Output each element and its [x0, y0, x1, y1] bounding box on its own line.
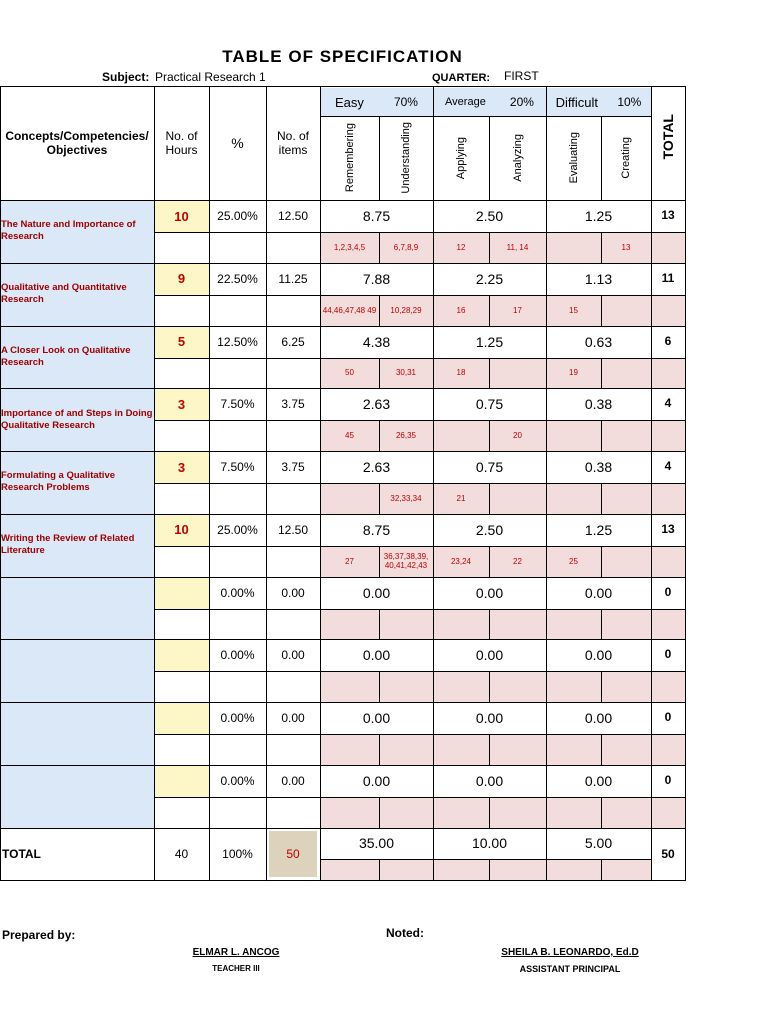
row-question-numbers: 13: [601, 232, 651, 263]
grid-line: [489, 859, 490, 880]
row-average: 1.25: [475, 333, 504, 350]
row-hours: [154, 639, 209, 671]
row-question-numbers: 50: [320, 358, 379, 389]
grid-line: [433, 797, 434, 828]
grid-line: [0, 451, 685, 452]
row-question-numbers: [546, 232, 601, 263]
grid-line: [433, 546, 434, 577]
total-question-blank: [320, 860, 379, 880]
row-items: 12.50: [277, 522, 309, 537]
grid-line: [379, 232, 380, 263]
grid-line: [0, 200, 685, 201]
grid-line: [601, 671, 602, 702]
row-question-numbers: [320, 734, 379, 765]
grid-line: [601, 420, 602, 451]
grid-line: [433, 483, 434, 514]
row-question-numbers: [489, 671, 546, 702]
row-question-numbers: [546, 609, 601, 640]
grid-line: [601, 295, 602, 326]
grid-line: [154, 483, 685, 484]
total-items: 50: [269, 831, 317, 877]
easy-label: Easy: [335, 94, 364, 110]
row-easy: 2.63: [362, 396, 391, 413]
row-question-numbers: [489, 734, 546, 765]
total-label: TOTAL: [2, 846, 41, 861]
grid-line: [0, 765, 685, 766]
row-total: 4: [664, 459, 672, 473]
grid-line: [0, 514, 685, 515]
grid-line: [601, 859, 602, 880]
grid-line: [154, 232, 685, 233]
row-total: 6: [664, 333, 672, 348]
row-question-numbers: [320, 609, 379, 640]
row-question-numbers: 19: [546, 358, 601, 389]
quarter-label: QUARTER:: [432, 72, 491, 84]
grid-line: [433, 609, 434, 640]
row-average: 0.00: [475, 647, 504, 664]
grid-line: [0, 828, 685, 829]
grid-line: [154, 797, 685, 798]
row-items: 11.25: [278, 271, 308, 286]
grid-line: [546, 420, 547, 451]
row-total-blank: [651, 734, 685, 765]
row-total-blank: [651, 295, 685, 326]
row-question-numbers: 27: [320, 546, 379, 577]
row-question-numbers: [433, 420, 489, 451]
grid-line: [154, 420, 685, 421]
row-items: 12.50: [277, 209, 309, 223]
grid-line: [379, 859, 380, 880]
grid-line: [379, 116, 380, 200]
row-question-numbers: [433, 797, 489, 828]
header-total: TOTAL: [660, 114, 676, 160]
row-hours: 9: [154, 263, 209, 295]
average-percent: 20%: [509, 95, 534, 109]
grid-line: [601, 797, 602, 828]
grid-line: [433, 734, 434, 765]
grid-line: [0, 702, 685, 703]
grid-line: [433, 859, 434, 880]
row-total: 0: [664, 584, 672, 599]
grid-line: [379, 295, 380, 326]
grid-line: [154, 295, 685, 296]
row-total: 0: [664, 772, 672, 787]
row-average: 2.25: [475, 270, 504, 287]
grid-line: [546, 671, 547, 702]
row-question-numbers: [433, 734, 489, 765]
header-level-creating: Creating: [620, 137, 632, 179]
row-question-numbers: [601, 671, 651, 702]
row-question-numbers: 36,37,38,39, 40,41,42,43: [379, 546, 433, 577]
preparer-name: ELMAR L. ANCOG: [192, 947, 280, 958]
row-easy: 4.38: [362, 333, 391, 350]
grid-line: [489, 609, 490, 640]
row-difficult: 0.00: [584, 584, 613, 601]
row-question-numbers: [601, 358, 651, 389]
row-topic: [0, 639, 154, 702]
noted-label: Noted:: [386, 926, 424, 940]
row-question-numbers: 32,33,34: [379, 483, 433, 514]
row-topic: Importance of and Steps in Doing Qualitative Research: [0, 388, 154, 451]
row-question-numbers: [546, 420, 601, 451]
row-items: 6.25: [281, 334, 305, 349]
row-question-numbers: [546, 483, 601, 514]
row-easy: 2.63: [362, 459, 391, 475]
row-total-blank: [651, 420, 685, 451]
row-items: 0.00: [281, 648, 305, 663]
grid-line: [154, 609, 685, 610]
total-average: 10.00: [471, 834, 508, 851]
grid-line: [379, 483, 380, 514]
row-hours: [154, 577, 209, 609]
total-percent: 100%: [222, 846, 253, 861]
row-question-numbers: [320, 671, 379, 702]
prepared-by-label: Prepared by:: [2, 928, 76, 942]
row-hours: 5: [154, 326, 209, 358]
grid-line: [0, 388, 685, 389]
grid-line: [546, 232, 547, 263]
row-difficult: 0.00: [584, 710, 613, 726]
row-hours: 3: [154, 451, 209, 483]
header-level-analyzing: Analyzing: [511, 134, 524, 182]
row-question-numbers: [601, 797, 651, 828]
header-level-understanding: Understanding: [400, 122, 412, 194]
row-topic: Qualitative and Quantitative Research: [0, 263, 154, 326]
header-hours: No. of Hours: [165, 129, 198, 157]
noter-title: ASSISTANT PRINCIPAL: [519, 964, 621, 974]
grid-line: [601, 483, 602, 514]
row-question-numbers: 44,46,47,48 49: [320, 295, 379, 326]
header-easy: [320, 88, 433, 116]
grid-line: [546, 358, 547, 389]
grid-line: [489, 116, 490, 200]
header-items: No. of items: [276, 129, 309, 157]
grid-line: [489, 295, 490, 326]
row-question-numbers: 12: [433, 232, 489, 263]
row-total-blank: [651, 609, 685, 640]
row-question-numbers: [379, 797, 433, 828]
row-hours: 10: [154, 514, 209, 546]
row-average: 0.00: [475, 772, 504, 789]
row-question-numbers: [546, 734, 601, 765]
row-question-numbers: [546, 671, 601, 702]
row-items: 0.00: [281, 711, 305, 725]
grid-line: [0, 577, 685, 578]
row-topic: [0, 577, 154, 640]
grid-line: [546, 295, 547, 326]
row-question-numbers: [489, 483, 546, 514]
total-question-blank: [433, 860, 489, 880]
row-average: 0.75: [475, 459, 504, 475]
row-question-numbers: [601, 734, 651, 765]
row-question-numbers: [320, 797, 379, 828]
row-question-numbers: [489, 358, 546, 389]
header-level-evaluating: Evaluating: [567, 132, 580, 184]
easy-percent: 70%: [393, 95, 418, 109]
grid-line: [489, 420, 490, 451]
row-question-numbers: 22: [489, 546, 546, 577]
row-difficult: 1.25: [584, 208, 613, 224]
row-question-numbers: 26,35: [379, 420, 433, 451]
row-percent: 12.50%: [217, 334, 258, 349]
row-total: 13: [661, 521, 675, 536]
grid-line: [154, 671, 685, 672]
row-items: 3.75: [281, 460, 305, 474]
row-items: 3.75: [281, 397, 305, 412]
row-question-numbers: 23,24: [433, 546, 489, 577]
grand-total: 50: [661, 846, 675, 861]
row-question-numbers: 1,2,3,4,5: [320, 232, 379, 263]
row-percent: 7.50%: [220, 460, 255, 474]
grid-line: [433, 420, 434, 451]
grid-line: [546, 859, 547, 880]
row-question-numbers: 21: [433, 483, 489, 514]
grid-line: [379, 420, 380, 451]
grid-line: [433, 295, 434, 326]
row-total-blank: [651, 546, 685, 577]
grid-line: [489, 358, 490, 389]
row-percent: 0.00%: [220, 648, 255, 663]
header-level-remembering: Remembering: [343, 123, 356, 193]
row-hours: [154, 765, 209, 797]
grid-line: [154, 358, 685, 359]
row-question-numbers: 15: [546, 295, 601, 326]
grid-line: [489, 797, 490, 828]
grid-line: [601, 116, 602, 200]
row-difficult: 0.63: [584, 333, 613, 350]
grid-line: [489, 546, 490, 577]
row-percent: 22.50%: [217, 271, 258, 286]
row-total: 11: [661, 270, 675, 285]
quarter-value: FIRST: [504, 69, 539, 83]
row-question-numbers: 17: [489, 295, 546, 326]
row-topic: A Closer Look on Qualitative Research: [0, 326, 154, 389]
row-easy: 8.75: [362, 208, 391, 224]
row-question-numbers: 45: [320, 420, 379, 451]
row-difficult: 0.00: [584, 647, 613, 664]
grid-line: [0, 326, 685, 327]
grid-line: [0, 263, 685, 264]
row-difficult: 0.38: [584, 396, 613, 413]
row-easy: 0.00: [362, 647, 391, 664]
row-question-numbers: [601, 420, 651, 451]
grid-line: [379, 358, 380, 389]
row-easy: 7.88: [362, 270, 391, 287]
row-topic: Writing the Review of Related Literature: [0, 514, 154, 577]
grid-line: [546, 797, 547, 828]
subject-label: Subject:: [102, 70, 150, 84]
row-topic: [0, 765, 154, 828]
row-total-blank: [651, 483, 685, 514]
row-total-blank: [651, 797, 685, 828]
total-easy: 35.00: [358, 834, 395, 851]
grid-line: [546, 734, 547, 765]
row-difficult: 1.25: [584, 521, 613, 538]
header-concepts: Concepts/Competencies/ Objectives: [5, 129, 149, 157]
row-difficult: 1.13: [584, 270, 613, 287]
grid-line: [601, 232, 602, 263]
total-question-blank: [489, 860, 546, 880]
total-question-blank: [379, 860, 433, 880]
row-percent: 25.00%: [217, 209, 258, 223]
grid-line: [489, 483, 490, 514]
page-title: TABLE OF SPECIFICATION: [222, 47, 463, 66]
row-average: 0.75: [475, 396, 504, 413]
grid-line: [489, 734, 490, 765]
grid-line: [379, 797, 380, 828]
grid-line: [546, 609, 547, 640]
grid-line: [379, 734, 380, 765]
grid-line: [601, 546, 602, 577]
row-average: 0.00: [475, 584, 504, 601]
grid-line: [433, 358, 434, 389]
row-question-numbers: 6,7,8,9: [379, 232, 433, 263]
row-question-numbers: [379, 609, 433, 640]
row-question-numbers: [489, 609, 546, 640]
grid-line: [0, 639, 685, 640]
row-question-numbers: 30,31: [379, 358, 433, 389]
total-hours: 40: [174, 846, 189, 861]
header-percent: %: [231, 135, 244, 151]
row-question-numbers: 20: [489, 420, 546, 451]
row-question-numbers: 25: [546, 546, 601, 577]
row-question-numbers: [433, 671, 489, 702]
row-question-numbers: 10,28,29: [379, 295, 433, 326]
row-total: 13: [661, 208, 675, 222]
total-question-blank: [546, 860, 601, 880]
row-average: 0.00: [475, 710, 504, 726]
preparer-title: TEACHER III: [212, 964, 260, 973]
row-percent: 0.00%: [220, 585, 255, 600]
row-easy: 0.00: [362, 710, 391, 726]
row-average: 2.50: [475, 208, 504, 224]
header-average: [433, 88, 546, 116]
row-total-blank: [651, 232, 685, 263]
row-difficult: 0.00: [584, 772, 613, 789]
row-total-blank: [651, 358, 685, 389]
row-topic: [0, 702, 154, 765]
row-easy: 0.00: [362, 584, 391, 601]
row-percent: 25.00%: [217, 522, 258, 537]
grid-line: [154, 546, 685, 547]
difficult-percent: 10%: [617, 95, 642, 109]
row-easy: 0.00: [362, 772, 391, 789]
row-question-numbers: [601, 483, 651, 514]
grid-line: [546, 546, 547, 577]
row-total-blank: [651, 671, 685, 702]
row-total: 0: [664, 647, 672, 662]
grid-line: [601, 734, 602, 765]
header-level-applying: Applying: [455, 136, 467, 180]
average-label: Average: [445, 96, 486, 108]
row-question-numbers: 11, 14: [489, 232, 546, 263]
grid-line: [433, 232, 434, 263]
row-items: 0.00: [281, 773, 305, 788]
row-question-numbers: [379, 734, 433, 765]
row-percent: 7.50%: [220, 397, 255, 412]
row-total: 0: [664, 710, 672, 724]
noter-name: SHEILA B. LEONARDO, Ed.D: [501, 947, 639, 958]
grid-line: [601, 609, 602, 640]
row-question-numbers: [379, 671, 433, 702]
row-question-numbers: [601, 609, 651, 640]
row-question-numbers: 16: [433, 295, 489, 326]
row-items: 0.00: [281, 585, 305, 600]
grid-line: [154, 734, 685, 735]
subject-value: Practical Research 1: [155, 70, 266, 84]
difficult-label: Difficult: [555, 94, 599, 110]
row-question-numbers: [489, 797, 546, 828]
grid-line: [546, 483, 547, 514]
grid-line: [489, 671, 490, 702]
row-easy: 8.75: [362, 521, 391, 538]
row-question-numbers: 18: [433, 358, 489, 389]
row-percent: 0.00%: [220, 711, 255, 725]
row-question-numbers: [601, 546, 651, 577]
grid-line: [685, 86, 686, 881]
grid-line: [0, 880, 685, 881]
grid-line: [0, 86, 1, 881]
row-question-numbers: [601, 295, 651, 326]
row-total: 4: [664, 396, 672, 411]
row-hours: 3: [154, 388, 209, 420]
total-question-blank: [601, 860, 651, 880]
row-question-numbers: [320, 483, 379, 514]
grid-line: [379, 546, 380, 577]
row-hours: 10: [154, 200, 209, 232]
row-average: 2.50: [475, 521, 504, 538]
grid-line: [489, 232, 490, 263]
grid-line: [433, 671, 434, 702]
row-hours: [154, 702, 209, 734]
row-percent: 0.00%: [220, 773, 255, 788]
grid-line: [0, 86, 685, 87]
row-difficult: 0.38: [584, 459, 613, 475]
grid-line: [601, 358, 602, 389]
grid-line: [379, 671, 380, 702]
grid-line: [379, 609, 380, 640]
total-difficult: 5.00: [584, 834, 613, 851]
row-topic: The Nature and Importance of Research: [0, 200, 154, 263]
row-question-numbers: [546, 797, 601, 828]
header-difficult: [546, 88, 651, 116]
row-question-numbers: [433, 609, 489, 640]
row-topic: Formulating a Qualitative Research Problems: [0, 451, 154, 514]
